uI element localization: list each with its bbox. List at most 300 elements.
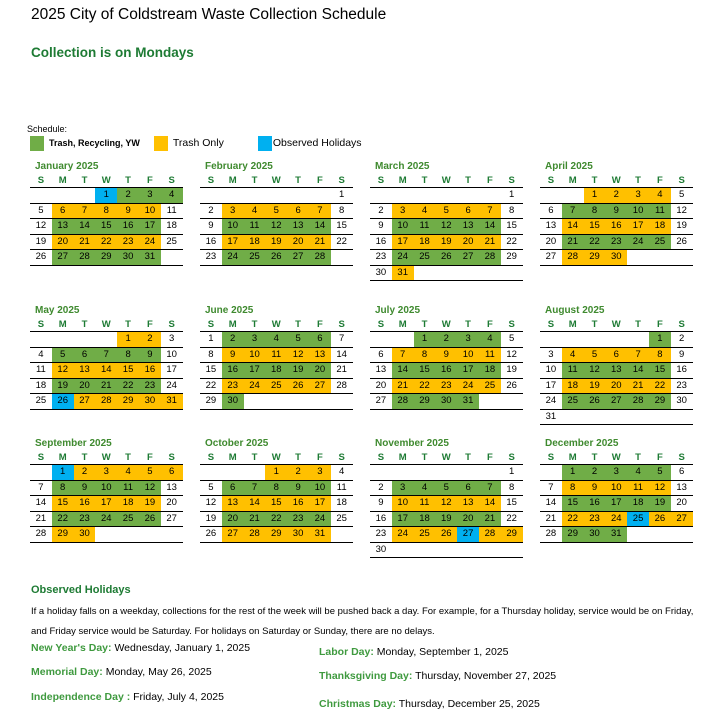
day-cell: 14 xyxy=(35,497,47,508)
day-cell: 2 xyxy=(287,465,309,480)
day-cell: 30 xyxy=(435,394,457,409)
day-cell: 27 xyxy=(52,250,74,265)
day-cell: 8 xyxy=(649,348,671,363)
day-cell xyxy=(331,250,353,265)
day-cell xyxy=(244,188,266,203)
day-cell: 25 xyxy=(649,235,671,250)
day-cell: 15 xyxy=(506,220,517,231)
day-cell: 13 xyxy=(676,481,687,493)
day-cell: 17 xyxy=(95,496,117,511)
day-cell: 25 xyxy=(35,395,47,406)
day-cell: 12 xyxy=(35,220,47,231)
week-row xyxy=(370,219,523,235)
week-row xyxy=(200,204,353,220)
weekday-label: T xyxy=(421,452,428,463)
day-cell xyxy=(200,188,222,203)
weekday-label: T xyxy=(591,319,598,330)
week-row xyxy=(540,363,693,379)
day-cell: 2 xyxy=(208,204,214,216)
day-cell: 3 xyxy=(605,465,627,480)
day-cell: 12 xyxy=(435,219,457,234)
week-row xyxy=(370,543,523,559)
day-cell: 25 xyxy=(244,250,266,265)
weekday-label: S xyxy=(547,175,555,186)
day-cell: 21 xyxy=(562,235,584,250)
day-cell: 26 xyxy=(35,251,47,262)
day-cell: 29 xyxy=(117,394,139,409)
weekday-label: S xyxy=(207,175,215,186)
day-cell: 9 xyxy=(679,348,685,360)
day-cell: 6 xyxy=(287,204,309,219)
day-cell: 15 xyxy=(336,220,347,231)
day-cell: 4 xyxy=(38,348,44,360)
week-row xyxy=(370,332,523,348)
weekday-label: T xyxy=(81,175,88,186)
week-row xyxy=(370,204,523,220)
day-cell: 1 xyxy=(562,465,584,480)
day-cell: 18 xyxy=(336,497,347,508)
day-cell: 23 xyxy=(139,379,161,394)
weekday-label: T xyxy=(81,319,88,330)
day-cell xyxy=(30,188,52,203)
day-cell: 8 xyxy=(509,481,515,493)
week-row xyxy=(200,481,353,497)
day-cell: 12 xyxy=(287,348,309,363)
day-cell: 11 xyxy=(414,496,436,511)
weekday-label: S xyxy=(508,452,515,463)
day-cell: 10 xyxy=(222,219,244,234)
day-cell: 24 xyxy=(392,527,414,542)
legend xyxy=(30,135,366,151)
day-cell: 12 xyxy=(205,497,217,508)
weekday-header xyxy=(200,318,353,332)
holiday-delay-note: If a holiday falls on a weekday, collections for the rest of the week will be pushed back a day. For example, for a Thursday holiday, service would be on Friday, and Friday service would be Saturday. For holidays on Saturday or Sunday, there are no delays. xyxy=(31,606,694,637)
day-cell: 14 xyxy=(244,496,266,511)
day-cell xyxy=(30,465,52,480)
week-row xyxy=(540,235,693,251)
day-cell: 1 xyxy=(208,333,214,344)
week-row xyxy=(200,512,353,528)
day-cell: 23 xyxy=(74,512,96,527)
day-cell: 30 xyxy=(222,394,244,409)
day-cell: 7 xyxy=(38,481,44,493)
weekday-label: S xyxy=(338,175,345,186)
holiday-name: New Year's Day: xyxy=(31,642,112,654)
day-cell: 1 xyxy=(52,465,74,480)
day-cell xyxy=(265,188,287,203)
week-row xyxy=(370,235,523,251)
month-calendar xyxy=(540,304,693,425)
day-cell: 30 xyxy=(375,266,387,278)
weekday-label: T xyxy=(591,175,598,186)
day-cell: 15 xyxy=(584,219,606,234)
day-cell xyxy=(222,465,244,480)
day-cell xyxy=(309,188,331,203)
day-cell: 28 xyxy=(244,527,266,542)
day-cell: 6 xyxy=(457,204,479,219)
day-cell: 11 xyxy=(649,204,671,219)
day-cell: 22 xyxy=(52,512,74,527)
holiday-date: Friday, July 4, 2025 xyxy=(133,691,224,703)
month-title: February 2025 xyxy=(205,161,273,172)
day-cell: 23 xyxy=(117,235,139,250)
day-cell: 5 xyxy=(435,204,457,219)
day-cell: 27 xyxy=(375,395,387,406)
weekday-label: T xyxy=(251,319,258,330)
day-cell: 16 xyxy=(139,363,161,378)
weekday-label: S xyxy=(508,319,515,330)
day-cell: 29 xyxy=(506,251,517,262)
day-cell: 23 xyxy=(676,379,687,391)
day-cell: 19 xyxy=(435,512,457,527)
month-calendar xyxy=(370,304,523,410)
day-cell: 8 xyxy=(509,204,515,216)
day-cell: 26 xyxy=(205,528,217,539)
day-cell: 20 xyxy=(74,379,96,394)
week-row xyxy=(30,379,183,395)
day-cell xyxy=(457,543,479,558)
holiday-name: Labor Day: xyxy=(319,646,374,658)
weekday-label: T xyxy=(81,452,88,463)
weekday-label: F xyxy=(656,175,663,186)
day-cell: 17 xyxy=(605,496,627,511)
month-title: November 2025 xyxy=(375,438,449,449)
week-row xyxy=(540,496,693,512)
day-cell: 26 xyxy=(265,250,287,265)
day-cell: 16 xyxy=(375,235,387,247)
weekday-label: T xyxy=(465,319,471,330)
day-cell xyxy=(671,527,693,542)
week-row xyxy=(200,465,353,481)
week-row xyxy=(540,204,693,220)
day-cell: 21 xyxy=(627,379,649,394)
day-cell: 15 xyxy=(265,496,287,511)
weekday-label: M xyxy=(228,175,237,186)
day-cell xyxy=(627,250,649,265)
weekday-label: S xyxy=(678,319,685,330)
day-cell: 7 xyxy=(392,348,414,363)
day-cell: 18 xyxy=(166,220,177,231)
day-cell: 10 xyxy=(392,219,414,234)
day-cell: 1 xyxy=(509,466,515,477)
day-cell xyxy=(457,188,479,203)
week-row xyxy=(30,394,183,410)
day-cell xyxy=(392,332,414,347)
day-cell xyxy=(392,543,414,558)
weekday-header xyxy=(540,451,693,465)
day-cell xyxy=(74,332,96,347)
holiday-labor xyxy=(319,646,509,658)
week-row xyxy=(30,465,183,481)
day-cell: 27 xyxy=(309,379,331,394)
week-row xyxy=(200,348,353,364)
weekday-label: F xyxy=(146,319,153,330)
day-cell xyxy=(584,332,606,347)
day-cell: 24 xyxy=(244,379,266,394)
collection-day-subtitle: Collection is on Mondays xyxy=(31,45,194,60)
day-cell: 16 xyxy=(117,219,139,234)
day-cell: 18 xyxy=(265,363,287,378)
weekday-label: S xyxy=(508,175,515,186)
weekday-label: W xyxy=(101,319,111,330)
month-title: April 2025 xyxy=(545,161,593,172)
day-cell: 27 xyxy=(605,394,627,409)
day-cell: 5 xyxy=(287,332,309,347)
day-cell: 19 xyxy=(676,220,687,231)
day-cell: 20 xyxy=(166,497,177,508)
day-cell: 4 xyxy=(562,348,584,363)
week-row xyxy=(30,250,183,266)
weekday-label: F xyxy=(146,175,153,186)
weekday-label: M xyxy=(58,319,67,330)
weekday-label: T xyxy=(251,175,258,186)
day-cell: 27 xyxy=(671,512,693,527)
day-cell: 17 xyxy=(166,364,177,375)
day-cell xyxy=(435,266,457,281)
week-row xyxy=(30,188,183,204)
day-cell: 31 xyxy=(392,266,414,281)
day-cell: 30 xyxy=(74,527,96,542)
day-cell: 25 xyxy=(479,379,501,394)
legend-trash-label: Trash Only xyxy=(172,137,224,149)
weekday-label: W xyxy=(101,452,111,463)
day-cell: 11 xyxy=(479,348,501,363)
week-row xyxy=(540,379,693,395)
day-cell: 22 xyxy=(649,379,671,394)
week-row xyxy=(370,481,523,497)
holiday-date: Thursday, December 25, 2025 xyxy=(398,698,540,710)
day-cell: 28 xyxy=(479,250,501,265)
week-row xyxy=(370,188,523,204)
day-cell: 6 xyxy=(457,481,479,496)
day-cell: 26 xyxy=(584,394,606,409)
holiday-memorial xyxy=(31,666,212,678)
week-row xyxy=(540,512,693,528)
day-cell: 23 xyxy=(435,379,457,394)
day-cell: 29 xyxy=(95,250,117,265)
day-cell: 6 xyxy=(679,466,685,477)
day-cell: 8 xyxy=(52,481,74,496)
week-row xyxy=(200,188,353,204)
weekday-label: W xyxy=(271,319,281,330)
weekday-label: T xyxy=(251,452,258,463)
day-cell: 17 xyxy=(545,379,557,391)
day-cell: 20 xyxy=(457,512,479,527)
day-cell: 11 xyxy=(336,481,347,493)
day-cell xyxy=(414,188,436,203)
day-cell: 24 xyxy=(605,512,627,527)
day-cell: 25 xyxy=(336,512,347,524)
holiday-name: Memorial Day: xyxy=(31,666,103,678)
day-cell: 9 xyxy=(117,204,139,219)
day-cell: 5 xyxy=(139,465,161,480)
weekday-label: T xyxy=(591,452,598,463)
day-cell: 7 xyxy=(244,481,266,496)
weekday-label: S xyxy=(168,319,175,330)
day-cell: 22 xyxy=(506,235,517,247)
day-cell xyxy=(200,465,222,480)
day-cell: 30 xyxy=(676,395,687,406)
day-cell: 7 xyxy=(562,204,584,219)
weekday-label: W xyxy=(441,319,451,330)
week-row xyxy=(370,266,523,282)
day-cell xyxy=(370,188,392,203)
day-cell: 5 xyxy=(52,348,74,363)
day-cell: 21 xyxy=(545,512,557,524)
day-cell: 17 xyxy=(222,235,244,250)
day-cell: 1 xyxy=(649,332,671,347)
day-cell xyxy=(457,465,479,480)
weekday-header xyxy=(540,318,693,332)
holiday-date: Monday, September 1, 2025 xyxy=(376,646,509,658)
weekday-label: W xyxy=(611,319,621,330)
day-cell: 26 xyxy=(139,512,161,527)
day-cell: 2 xyxy=(378,204,384,216)
week-row xyxy=(200,496,353,512)
week-row xyxy=(370,394,523,410)
week-row xyxy=(370,348,523,364)
day-cell: 8 xyxy=(95,204,117,219)
day-cell: 27 xyxy=(457,250,479,265)
day-cell: 15 xyxy=(562,496,584,511)
month-title: March 2025 xyxy=(375,161,430,172)
day-cell xyxy=(605,410,627,425)
day-cell: 9 xyxy=(435,348,457,363)
day-cell: 19 xyxy=(205,512,217,524)
day-cell: 8 xyxy=(584,204,606,219)
holidays-heading: Observed Holidays xyxy=(31,584,131,596)
day-cell: 16 xyxy=(375,512,387,524)
day-cell: 9 xyxy=(74,481,96,496)
day-cell: 10 xyxy=(166,348,177,360)
day-cell: 13 xyxy=(605,363,627,378)
weekday-header xyxy=(200,451,353,465)
week-row xyxy=(370,512,523,528)
day-cell: 4 xyxy=(649,188,671,203)
day-cell xyxy=(435,465,457,480)
day-cell: 16 xyxy=(74,496,96,511)
day-cell: 27 xyxy=(74,394,96,409)
weekday-label: T xyxy=(635,452,641,463)
day-cell xyxy=(540,332,562,347)
day-cell: 21 xyxy=(74,235,96,250)
day-cell: 5 xyxy=(649,465,671,480)
month-title: August 2025 xyxy=(545,305,605,316)
weekday-label: S xyxy=(678,175,685,186)
weekday-header xyxy=(200,174,353,188)
weekday-label: W xyxy=(611,175,621,186)
day-cell: 18 xyxy=(649,219,671,234)
day-cell: 25 xyxy=(117,512,139,527)
week-row xyxy=(540,465,693,481)
day-cell: 25 xyxy=(627,512,649,527)
day-cell: 23 xyxy=(205,251,217,262)
weekday-label: M xyxy=(568,175,577,186)
day-cell: 22 xyxy=(265,512,287,527)
holiday-thanksgiving xyxy=(319,670,556,682)
day-cell: 10 xyxy=(605,481,627,496)
day-cell: 3 xyxy=(309,465,331,480)
day-cell xyxy=(331,394,353,409)
legend-item-trash xyxy=(154,136,224,151)
day-cell: 15 xyxy=(506,497,517,508)
day-cell xyxy=(52,332,74,347)
day-cell: 22 xyxy=(95,235,117,250)
day-cell: 15 xyxy=(117,363,139,378)
day-cell: 3 xyxy=(169,333,175,344)
day-cell: 11 xyxy=(166,204,177,216)
holiday-name: Christmas Day: xyxy=(319,698,397,710)
day-cell: 16 xyxy=(584,496,606,511)
day-cell: 23 xyxy=(375,528,387,539)
holiday-date: Thursday, November 27, 2025 xyxy=(415,670,557,682)
day-cell: 26 xyxy=(435,250,457,265)
day-cell xyxy=(370,332,392,347)
day-cell: 30 xyxy=(584,527,606,542)
day-cell: 7 xyxy=(627,348,649,363)
week-row xyxy=(540,394,693,410)
day-cell: 23 xyxy=(375,251,387,262)
day-cell xyxy=(649,250,671,265)
day-cell: 22 xyxy=(562,512,584,527)
day-cell: 6 xyxy=(161,465,183,480)
day-cell: 15 xyxy=(95,219,117,234)
day-cell: 20 xyxy=(605,379,627,394)
day-cell: 14 xyxy=(74,219,96,234)
weekday-label: W xyxy=(271,175,281,186)
day-cell: 12 xyxy=(52,363,74,378)
day-cell: 13 xyxy=(457,496,479,511)
day-cell xyxy=(287,188,309,203)
day-cell: 29 xyxy=(501,527,523,542)
week-row xyxy=(540,527,693,543)
day-cell: 2 xyxy=(584,465,606,480)
month-calendar xyxy=(370,160,523,281)
day-cell: 3 xyxy=(95,465,117,480)
day-cell: 6 xyxy=(222,481,244,496)
week-row xyxy=(30,235,183,251)
day-cell: 7 xyxy=(95,348,117,363)
weekday-header xyxy=(540,174,693,188)
day-cell: 23 xyxy=(584,512,606,527)
day-cell: 10 xyxy=(95,481,117,496)
day-cell: 9 xyxy=(222,348,244,363)
day-cell: 4 xyxy=(414,481,436,496)
day-cell xyxy=(435,188,457,203)
day-cell: 5 xyxy=(265,204,287,219)
yellow-swatch xyxy=(154,136,168,151)
weekday-label: M xyxy=(398,175,407,186)
day-cell: 16 xyxy=(287,496,309,511)
weekday-label: M xyxy=(398,452,407,463)
page-title: 2025 City of Coldstream Waste Collection Schedule xyxy=(31,6,387,23)
day-cell: 14 xyxy=(627,363,649,378)
day-cell: 30 xyxy=(375,543,387,555)
weekday-label: T xyxy=(125,175,131,186)
legend-item-both xyxy=(30,136,140,151)
day-cell xyxy=(414,266,436,281)
day-cell xyxy=(649,410,671,425)
day-cell xyxy=(562,332,584,347)
legend-item-holiday xyxy=(258,136,362,151)
weekday-label: W xyxy=(441,452,451,463)
day-cell: 22 xyxy=(336,235,347,247)
day-cell: 13 xyxy=(545,220,557,231)
day-cell: 19 xyxy=(35,235,47,247)
day-cell: 24 xyxy=(309,512,331,527)
day-cell: 18 xyxy=(562,379,584,394)
holiday-date: Wednesday, January 1, 2025 xyxy=(114,642,251,654)
